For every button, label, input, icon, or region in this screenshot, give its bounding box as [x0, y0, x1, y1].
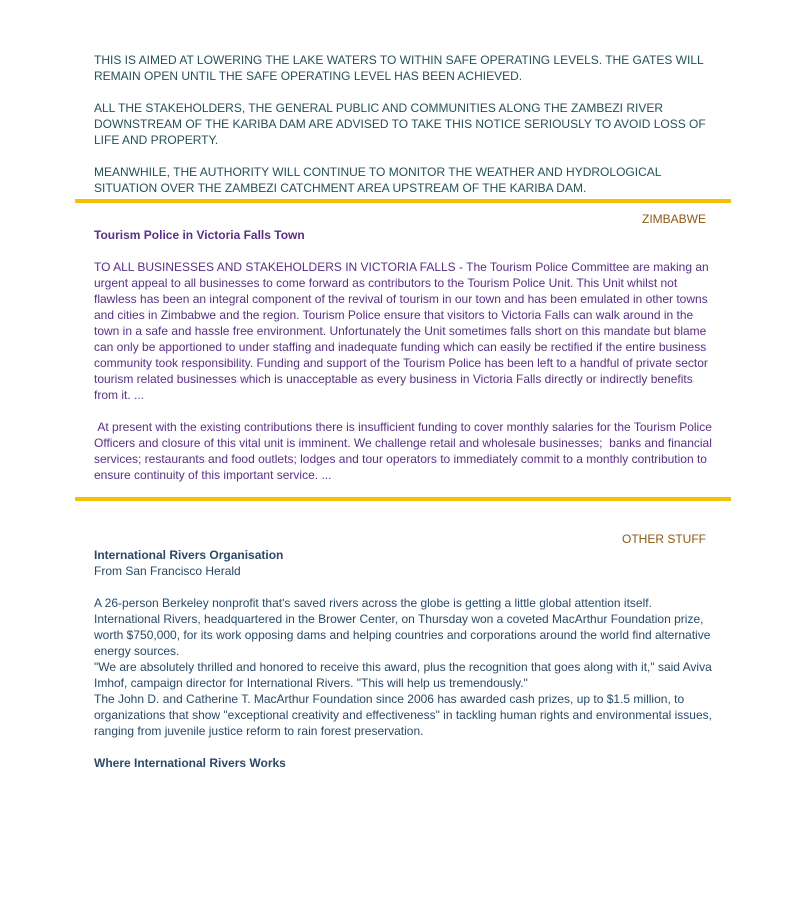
- article-title-tourism-police: Tourism Police in Victoria Falls Town: [94, 228, 305, 242]
- subheading-where-works: Where International Rivers Works: [94, 756, 286, 770]
- article-paragraph-1: A 26-person Berkeley nonprofit that's saved rivers across the globe is getting a little global attention itself. International Rivers, headquartered in the Brower Center, on Thursday won a coveted MacArthur Foundation prize, worth $750,000, for its work opposing dams and helping countries and corporations around the world find alternative energy sources.: [94, 596, 711, 658]
- article-title-international-rivers: International Rivers Organisation: [94, 548, 284, 562]
- article-paragraph-2: "We are absolutely thrilled and honored to receive this award, plus the recognition that goes along with it," said Aviva Imhof, campaign director for International Rivers. "This will help us tremendously.": [94, 660, 712, 690]
- section-divider-1: [75, 199, 731, 203]
- article-paragraph-1: TO ALL BUSINESSES AND STAKEHOLDERS IN VICTORIA FALLS - The Tourism Police Committee are making an urgent appeal to all businesses to come forward as contributors to the Tourism Police Unit. This Unit whilst not flawless has been an integral component of the revival of tourism in our town and has been emulated in other towns and cities in Zimbabwe and the region. Tourism Police ensure that visitors to Victoria Falls can walk around in the town in a safe and hassle free environment. Unfortunately the Unit sometimes falls short on this mandate but blame can only be apportioned to under staffing and inadequate funding which can easily be rectified if the entire business community took responsibility. Funding and support of the Tourism Police has been left to a handful of private sector tourism related businesses which is unacceptable as every business in Victoria Falls directly or indirectly benefits from it. ...: [94, 260, 709, 402]
- section-divider-2: [75, 497, 731, 501]
- other-section: [94, 547, 714, 771]
- section-label-other-stuff: OTHER STUFF: [622, 532, 706, 546]
- notice-section: [94, 52, 714, 212]
- notice-paragraph-1: THIS IS AIMED AT LOWERING THE LAKE WATERS TO WITHIN SAFE OPERATING LEVELS. THE GATES WILL REMAIN OPEN UNTIL THE SAFE OPERATING LEVEL HAS BEEN ACHIEVED.: [94, 53, 704, 83]
- article-paragraph-3: The John D. and Catherine T. MacArthur Foundation since 2006 has awarded cash prizes, up to $1.5 million, to organizations that show "exceptional creativity and effectiveness" in tackling human rights and environmental issues, ranging from juvenile justice reform to rain forest preservation.: [94, 692, 712, 738]
- article-source: From San Francisco Herald: [94, 564, 241, 578]
- section-label-zimbabwe: ZIMBABWE: [641, 212, 706, 226]
- notice-paragraph-2: ALL THE STAKEHOLDERS, THE GENERAL PUBLIC AND COMMUNITIES ALONG THE ZAMBEZI RIVER DOWNSTREAM OF THE KARIBA DAM ARE ADVISED TO TAKE THIS NOTICE SERIOUSLY TO AVOID LOSS OF LIFE AND PROPERTY.: [94, 101, 706, 147]
- notice-paragraph-3: MEANWHILE, THE AUTHORITY WILL CONTINUE TO MONITOR THE WEATHER AND HYDROLOGICAL SITUATION OVER THE ZAMBEZI CATCHMENT AREA UPSTREAM OF THE KARIBA DAM.: [94, 165, 661, 195]
- article-paragraph-2: At present with the existing contributions there is insufficient funding to cover monthly salaries for the Tourism Police Officers and closure of this vital unit is imminent. We challenge retail and wholesale businesses; banks and financial services; restaurants and food outlets; lodges and tour operators to immediately commit to a monthly contribution to ensure continuity of this important service. ...: [94, 420, 716, 482]
- zimbabwe-section: [94, 227, 714, 499]
